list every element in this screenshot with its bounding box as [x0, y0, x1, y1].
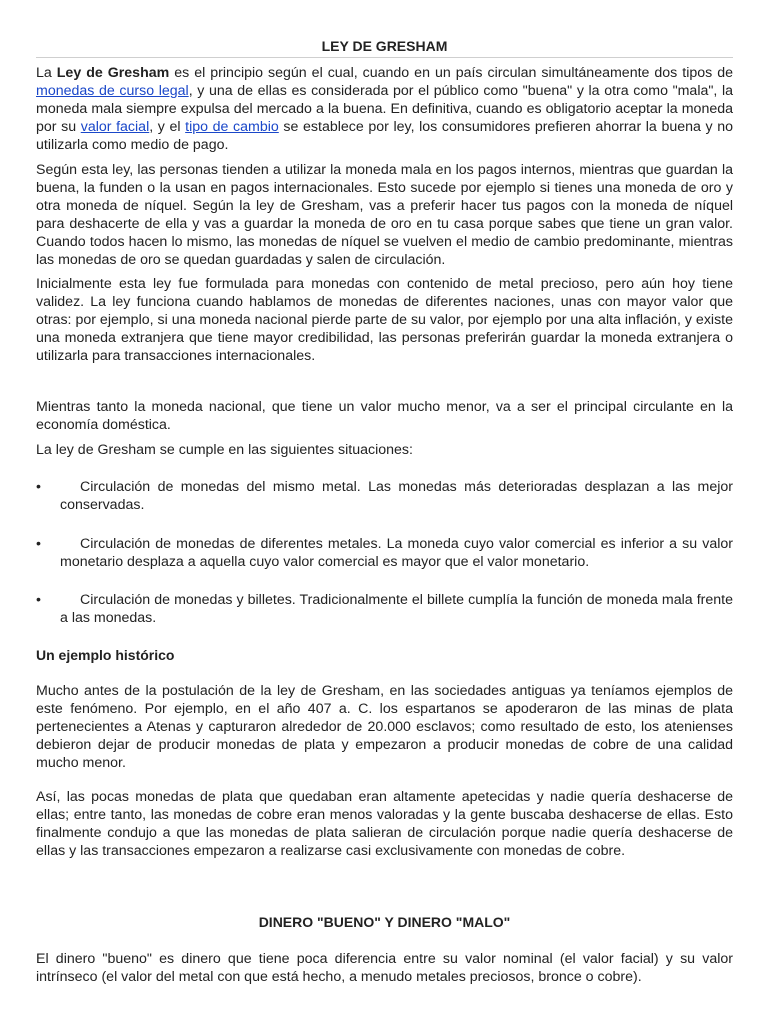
paragraph-6: Mucho antes de la postulación de la ley de Gresham, en las sociedades antiguas ya teníamos ejemplos de este fenómeno. Por ejemplo, en el año 407 a. C. los espartanos se apoderaron de las minas de plata pertenecientes a Atenas y capturaron alrededor de 20.000 esclavos; como resultado de esto, los atenienses debieron dejar de producir monedas de plata y empezaron a producir monedas de cobre de una calidad mucho menor. [36, 683, 733, 771]
list-item [36, 591, 733, 627]
intro-text-2: es el principio según el cual, cuando en un país circulan simultáneamente dos tipos de [169, 65, 733, 81]
paragraph-7: Así, las pocas monedas de plata que quedaban eran altamente apetecidas y nadie quería deshacerse de ellas; entre tanto, las monedas de cobre eran menos valoradas y la gente buscaba deshacerse de ellas. Esto finalmente condujo a que las monedas de plata salieran de circulación porque nadie quería deshacerse de ellas y las transacciones empezaron a realizarse casi exclusivamente con monedas de cobre. [36, 789, 733, 859]
bullet-marker: • [36, 592, 41, 608]
paragraph-5: La ley de Gresham se cumple en las siguientes situaciones: [36, 442, 413, 458]
paragraph-3: Inicialmente esta ley fue formulada para monedas con contenido de metal precioso, pero aún hoy tiene validez. La ley funciona cuando hablamos de monedas de diferentes naciones, unas con mayor valor que otras: por ejemplo, si una moneda nacional pierde parte de su valor, por ejemplo por una alta inflación, y existe una moneda extranjera que tiene mayor credibilidad, las personas preferirán guardar la moneda extranjera o utilizarla para transacciones internacionales. [36, 276, 733, 364]
intro-text-3: , y una de ellas es considerada por el público como "buena" y la otra como "mala", la moneda mala siempre expulsa del mercado a la buena. En definitiva, cuando es obligatorio aceptar la moneda por su [36, 83, 734, 135]
bullet-text: Circulación de monedas de diferentes metales. La moneda cuyo valor comercial es inferior a su valor monetario desplaza a aquella cuyo valor comercial es mayor que el valor monetario. [60, 536, 733, 570]
intro-text-4: , y el [149, 119, 186, 135]
bullet-text: Circulación de monedas del mismo metal. Las monedas más deterioradas desplazan a las mejor conservadas. [60, 479, 733, 513]
list-item [36, 535, 733, 571]
link-monedas-curso-legal[interactable]: monedas de curso legal [36, 83, 189, 99]
section-heading: DINERO "BUENO" Y DINERO "MALO" [258, 914, 511, 930]
paragraph-intro [36, 64, 733, 154]
list-item [36, 478, 733, 514]
paragraph-4: Mientras tanto la moneda nacional, que tiene un valor mucho menor, va a ser el principal circulante en la economía doméstica. [36, 399, 733, 433]
intro-text-5: se establece por ley, los consumidores prefieren ahorrar la buena y no utilizarla como medio de pago. [36, 119, 733, 153]
bullet-marker: • [36, 479, 41, 495]
bullet-text: Circulación de monedas y billetes. Tradicionalmente el billete cumplía la función de moneda mala frente a las monedas. [60, 592, 733, 626]
intro-bold-term: Ley de Gresham [56, 65, 170, 81]
link-tipo-de-cambio[interactable]: tipo de cambio [185, 119, 279, 135]
intro-text-1: La [36, 65, 57, 81]
bullet-marker: • [36, 536, 41, 552]
page-title: LEY DE GRESHAM [36, 37, 733, 58]
paragraph-8: El dinero "bueno" es dinero que tiene poca diferencia entre su valor nominal (el valor facial) y su valor intrínseco (el valor del metal con que está hecho, a menudo metales preciosos, bronce o cobre). [36, 951, 733, 985]
paragraph-2: Según esta ley, las personas tienden a utilizar la moneda mala en los pagos internos, mientras que guardan la buena, la funden o la usan en pagos internacionales. Esto sucede por ejemplo si tienes una moneda de oro y otra moneda de níquel. Según la ley de Gresham, vas a preferir hacer tus pagos con la moneda de níquel para deshacerte de ella y vas a guardar la moneda de oro en tu casa porque sabes que tiene un gran valor. Cuando todos hacen lo mismo, las monedas de níquel se vuelven el medio de cambio predominante, mientras las monedas de oro se quedan guardadas y salen de circulación. [36, 162, 733, 268]
link-valor-facial[interactable]: valor facial [80, 119, 150, 135]
section-subheading: Un ejemplo histórico [36, 647, 175, 663]
